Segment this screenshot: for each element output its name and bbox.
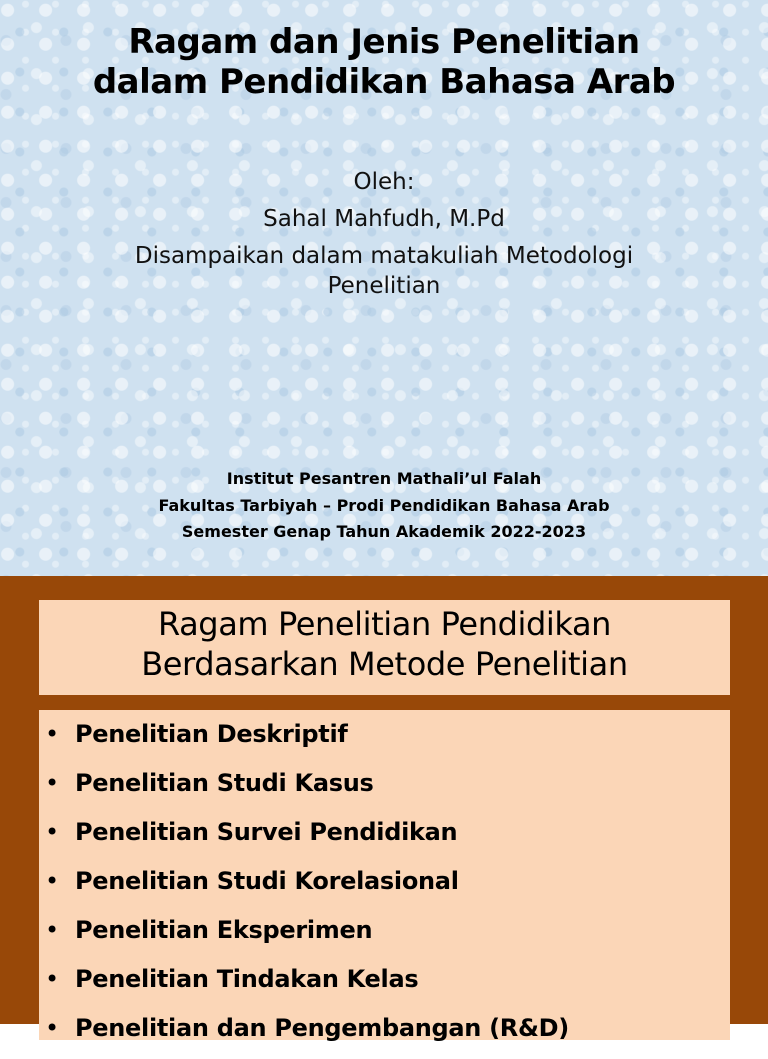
list-item [45,1010,569,1059]
bullet-icon: • [45,965,59,993]
bullet-icon: • [45,867,59,895]
bullet-icon: • [45,1014,59,1042]
delivered-line-2: Penelitian [327,272,441,299]
author-name: Sahal Mahfudh, M.Pd [263,205,505,232]
author-block [60,168,708,302]
slide-title-line-1: Ragam dan Jenis Penelitian [128,22,640,62]
slide-title-line-2: dalam Pendidikan Bahasa Arab [92,62,676,103]
faculty-program: Fakultas Tarbiyah – Prodi Pendidikan Bahasa Arab [158,495,610,515]
list-item [45,814,569,863]
list-item-label: Penelitian Studi Kasus [75,769,374,797]
institution-block [20,466,748,546]
list-item-label: Penelitian Deskriptif [75,720,348,748]
list-item [45,765,569,814]
by-label: Oleh: [353,169,415,195]
content-title-line-1: Ragam Penelitian Pendidikan [157,605,612,643]
bullet-icon: • [45,720,59,748]
list-item [45,912,569,961]
bullet-icon: • [45,916,59,944]
list-item-label: Penelitian dan Pengembangan (R&D) [75,1014,569,1042]
list-item [45,716,569,765]
list-item [45,863,569,912]
list-item [45,961,569,1010]
list-item-label: Penelitian Tindakan Kelas [75,965,419,993]
content-slide-title [39,600,730,695]
list-item-label: Penelitian Studi Korelasional [75,867,459,895]
delivered-line-1: Disampaikan dalam matakuliah Metodologi [134,242,634,269]
research-methods-list [45,716,569,1059]
content-title-line-2: Berdasarkan Metode Penelitian [141,645,628,683]
institution-name: Institut Pesantren Mathali’ul Falah [226,469,542,488]
research-methods-box [39,710,730,1040]
slide-title [20,22,748,102]
bullet-icon: • [45,818,59,846]
list-item-label: Penelitian Survei Pendidikan [75,818,458,846]
content-slide [0,576,768,1042]
bullet-icon: • [45,769,59,797]
list-item-label: Penelitian Eksperimen [75,916,373,944]
academic-semester: Semester Genap Tahun Akademik 2022-2023 [181,522,587,542]
